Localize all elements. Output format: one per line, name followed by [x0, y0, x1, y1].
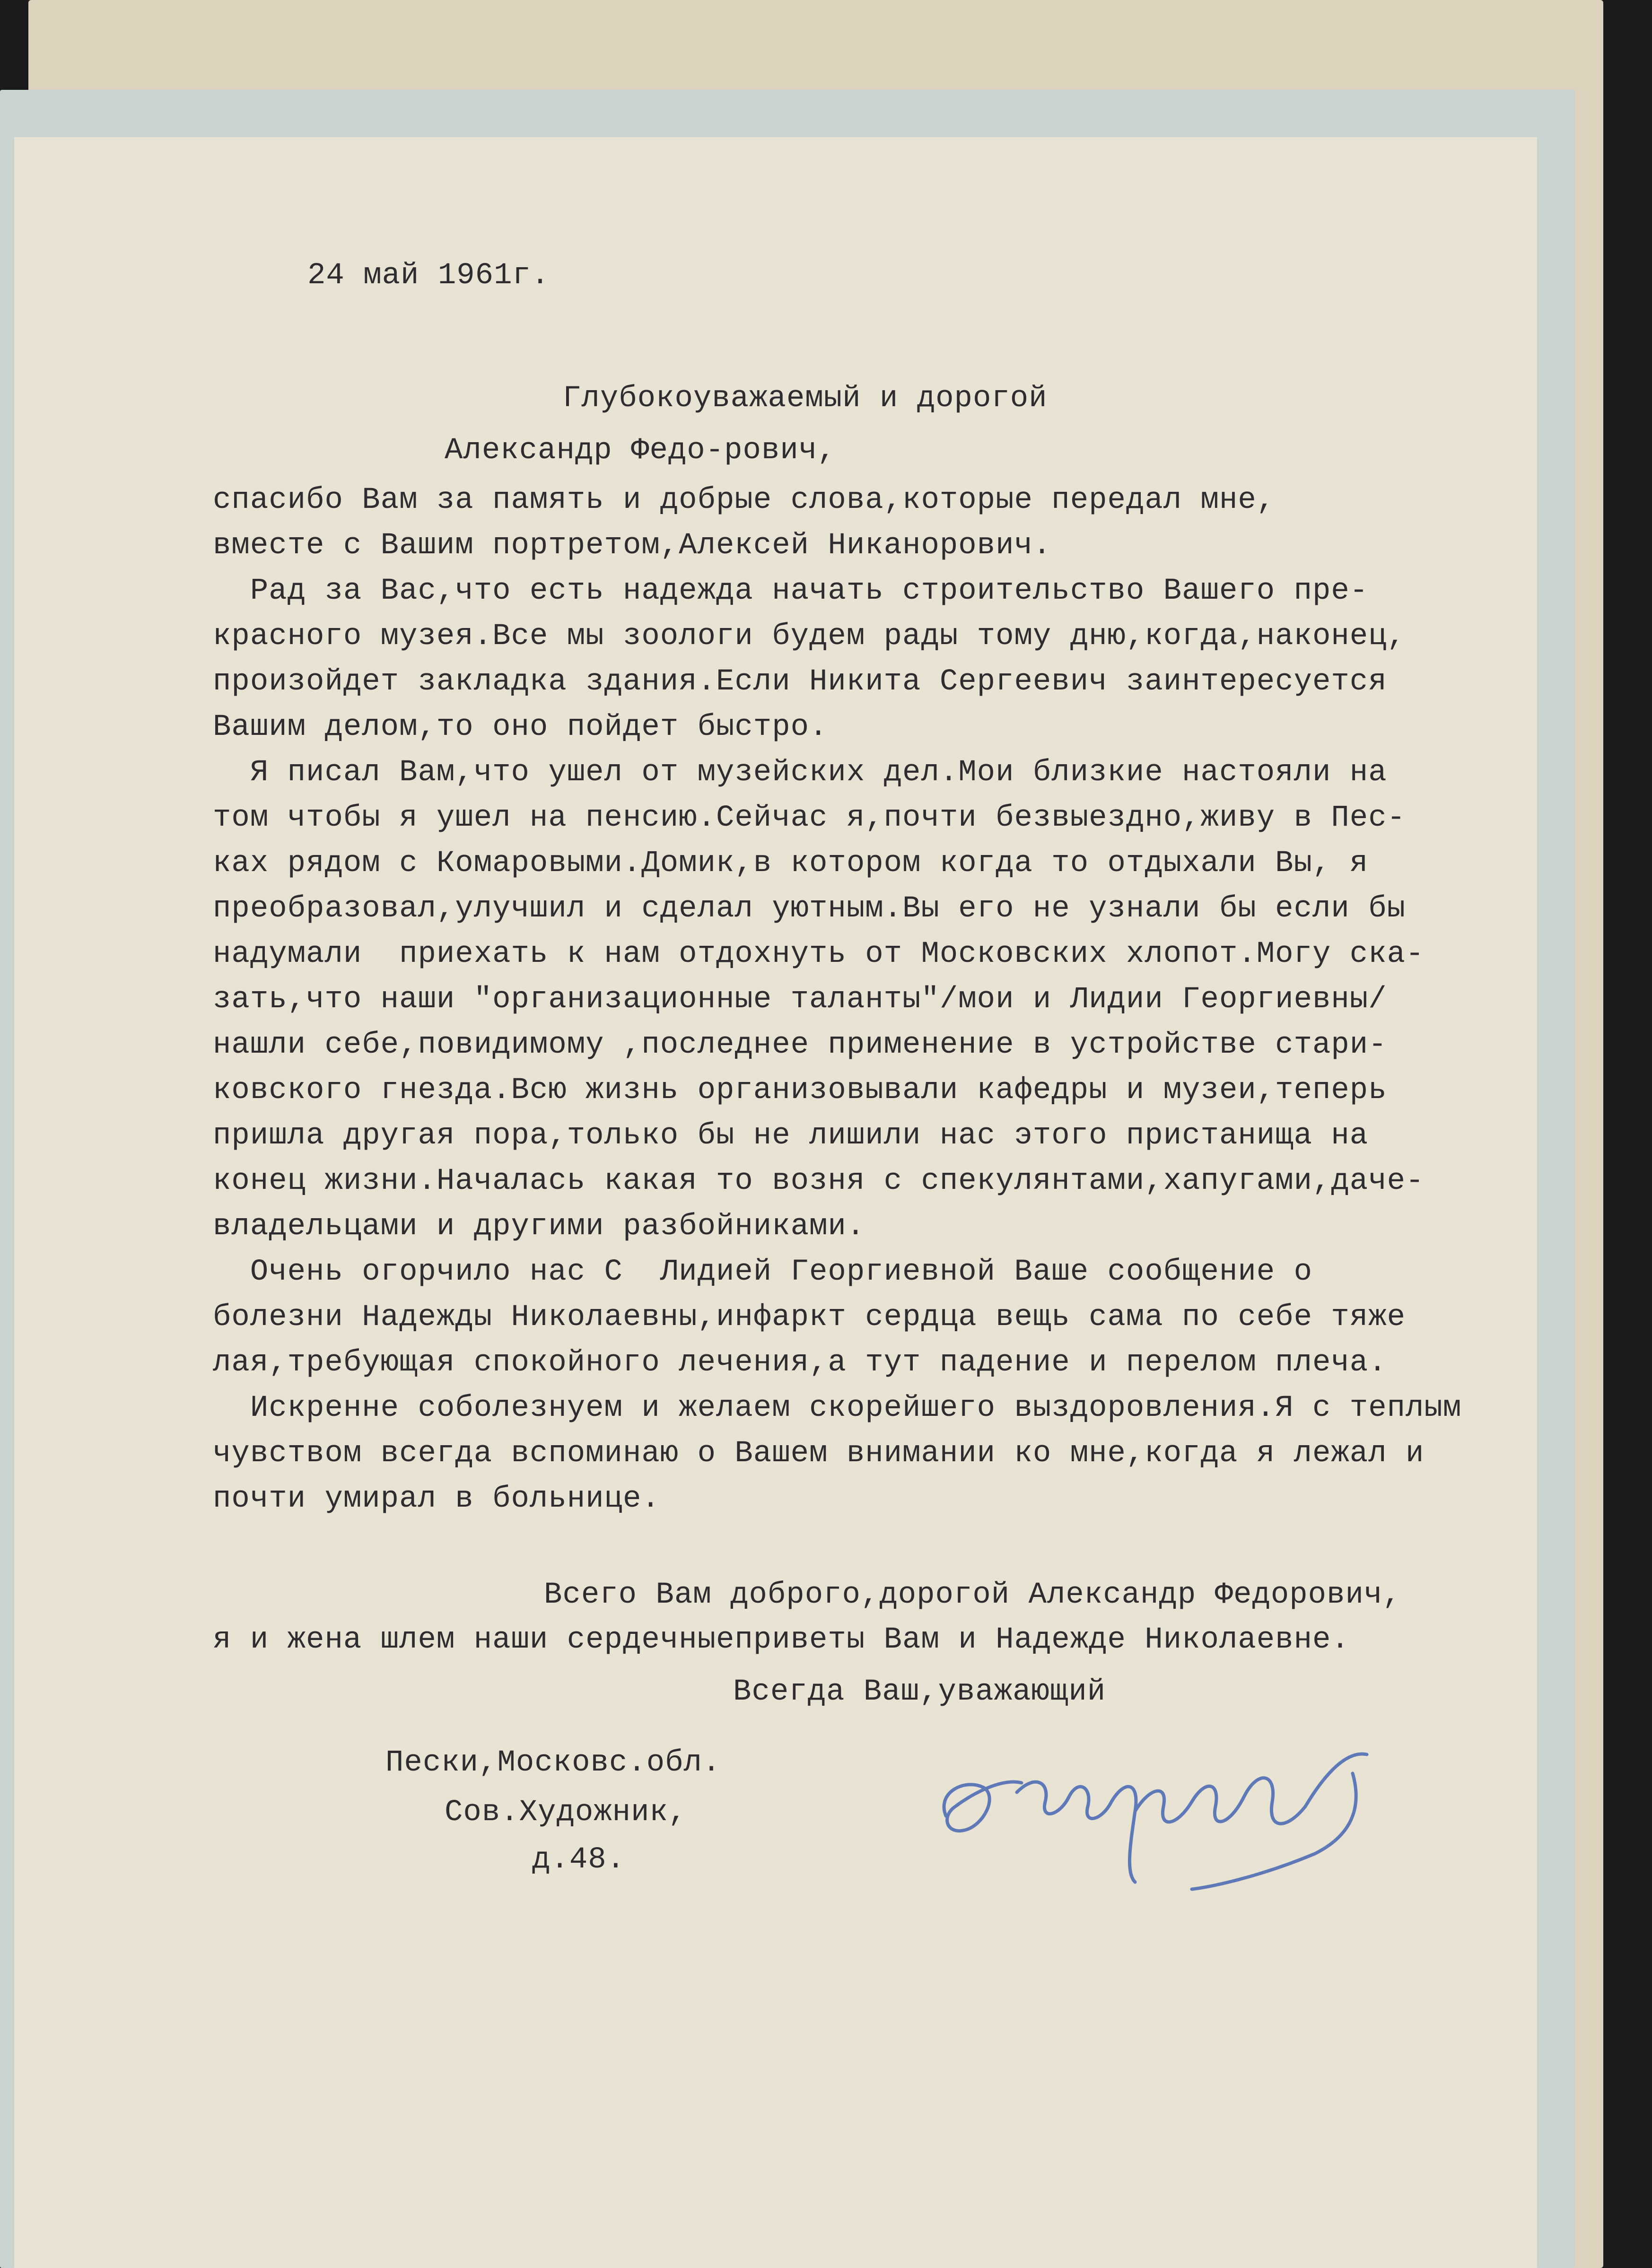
- address-line-3: д.48.: [532, 1843, 626, 1877]
- letter-body: [213, 478, 1518, 1522]
- body-paragraph: Очень огорчило нас С Лидией Георгиевной Ваше сообщение о болезни Надежды Николаевны,инфаркт сердца вещь сама по себе тяже лая,требующая спокойного лечения,а тут падение и перелом плеча.: [213, 1255, 1406, 1380]
- body-paragraph: Рад за Вас,что есть надежда начать строительство Вашего пре- красного музея.Все мы зоологи будем рады тому дню,когда,наконец, произойдет закладка здания.Если Никита Сергеевич заинтересуется Вашим делом,то оно пойдет быстро.: [213, 574, 1406, 744]
- body-paragraph: спасибо Вам за память и добрые слова,которые передал мне, вместе с Вашим портретом,Алексей Никанорович.: [213, 483, 1276, 563]
- body-paragraph: Я писал Вам,что ушел от музейских дел.Мои близкие настояли на том чтобы я ушел на пенсию.Сейчас я,почти безвыездно,живу в Пес- ках рядом с Комаровыми.Домик,в котором когда то отдыхали Вы, я преобразовал,улучшил и сделал уютным.Вы его не узнали бы если бы надумали приехать к нам отдохнуть от Московских хлопот.Могу ска- зать,что наши "организационные таланты"/мои и Лидии Георгиевны/ нашли себе,повидимому ,последнее применение в устройстве стари- ковского гнезда.Всю жизнь организовывали кафедры и музеи,теперь пришла другая пора,только бы не лишили нас этого пристанища на конец жизни.Началась какая то возня с спекулянтами,хапугами,даче- владельцами и другими разбойниками.: [213, 756, 1425, 1244]
- salutation-line-2: Александр Федо-рович,: [445, 434, 836, 468]
- closing-line-2: я и жена шлем наши сердечныеприветы Вам и Надежде Николаевне.: [213, 1623, 1350, 1657]
- letter-date: 24 май 1961г.: [307, 259, 550, 293]
- body-paragraph: Искренне соболезнуем и желаем скорейшего выздоровления.Я с теплым чувством всегда вспоминаю о Вашем внимании ко мне,когда я лежал и почти умирал в больнице.: [213, 1391, 1462, 1516]
- handwritten-signature: [927, 1721, 1390, 1901]
- closing-line-3: Всегда Ваш,уважающий: [733, 1675, 1106, 1709]
- closing-line-1: Всего Вам доброго,дорогой Александр Федорович,: [544, 1578, 1401, 1612]
- address-line-2: Сов.Художник,: [445, 1796, 687, 1830]
- address-line-1: Пески,Московс.обл.: [385, 1746, 721, 1780]
- salutation-line-1: Глубокоуважаемый и дорогой: [563, 382, 1048, 416]
